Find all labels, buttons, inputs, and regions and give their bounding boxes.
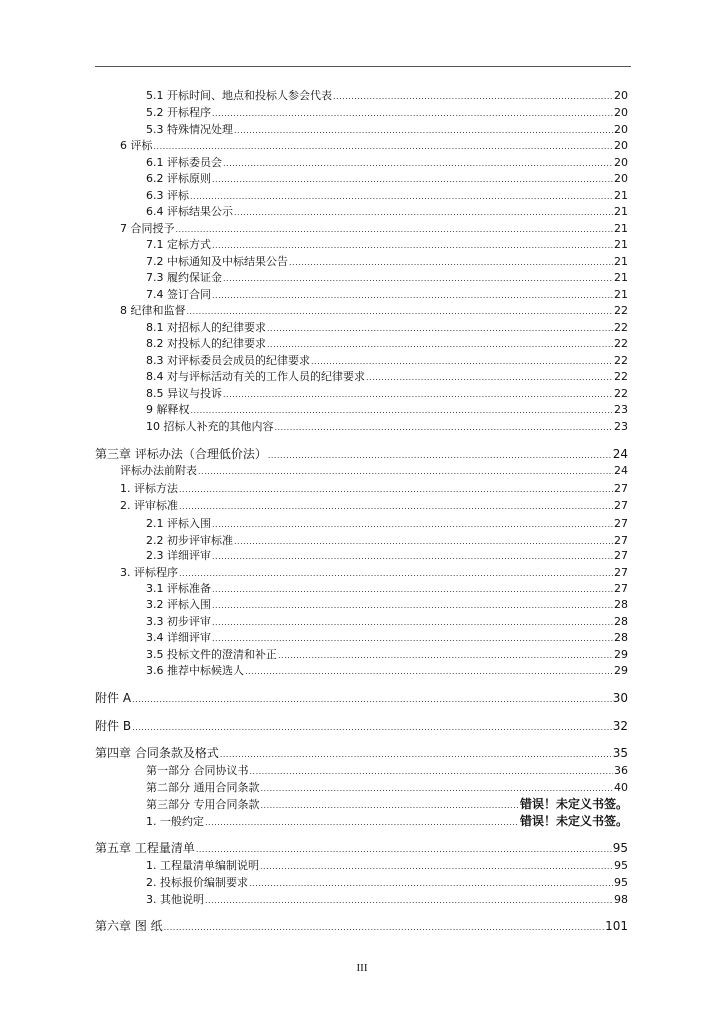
toc-entry-title: 2.1 评标入围 xyxy=(146,517,211,530)
toc-entry-page: 40 xyxy=(614,781,628,794)
toc-leader-dots xyxy=(268,448,612,464)
toc-chapter-entry[interactable] xyxy=(95,718,628,734)
toc-leader-dots xyxy=(212,517,613,533)
toc-entry-page: 95 xyxy=(612,841,628,855)
toc-entry-page: 24 xyxy=(614,464,628,477)
toc-leader-dots xyxy=(261,798,519,814)
toc-entry[interactable] xyxy=(146,188,628,204)
toc-entry-title: 8.4 对与评标活动有关的工作人员的纪律要求 xyxy=(146,370,365,383)
toc-entry-page: 20 xyxy=(614,106,628,119)
toc-entry-title: 7.2 中标通知及中标结果公告 xyxy=(146,255,288,268)
toc-entry-title: 6.2 评标原则 xyxy=(146,172,211,185)
toc-leader-dots xyxy=(250,764,614,780)
toc-leader-dots xyxy=(223,156,613,172)
toc-entry-title: 第一部分 合同协议书 xyxy=(146,764,249,777)
toc-entry-title: 5.3 特殊情况处理 xyxy=(146,123,233,136)
toc-entry[interactable] xyxy=(146,548,628,564)
toc-entry[interactable] xyxy=(146,614,628,630)
toc-leader-dots xyxy=(187,304,614,320)
toc-leader-dots xyxy=(249,876,613,892)
toc-entry[interactable] xyxy=(146,155,628,171)
toc-entry[interactable] xyxy=(120,221,628,237)
toc-entry-title: 第三部分 专用合同条款 xyxy=(146,798,260,811)
toc-chapter-entry[interactable] xyxy=(95,745,628,761)
toc-leader-dots xyxy=(154,139,614,155)
toc-entry[interactable] xyxy=(146,353,628,369)
toc-leader-dots xyxy=(179,566,613,582)
toc-leader-dots xyxy=(205,893,613,909)
toc-entry-page: 20 xyxy=(614,156,628,169)
toc-entry-title: 2.3 详细评审 xyxy=(146,549,211,562)
toc-entry[interactable] xyxy=(146,122,628,138)
toc-entry-title: 3. 其他说明 xyxy=(146,893,204,906)
toc-entry-page: 22 xyxy=(614,304,628,317)
toc-entry-page: 95 xyxy=(614,876,628,889)
toc-entry[interactable] xyxy=(120,463,628,479)
toc-entry-title: 3.3 初步评审 xyxy=(146,615,211,628)
toc-entry-title: 3.5 投标文件的澄清和补正 xyxy=(146,648,277,661)
page-number: III xyxy=(356,962,368,974)
toc-leader-dots xyxy=(164,920,604,936)
toc-leader-dots xyxy=(261,781,614,797)
toc-entry-page: 35 xyxy=(612,746,628,760)
toc-entry-page: 21 xyxy=(614,205,628,218)
toc-leader-dots xyxy=(205,815,519,831)
toc-leader-dots xyxy=(212,288,613,304)
toc-entry-title: 8.5 异议与投诉 xyxy=(146,387,222,400)
toc-entry[interactable] xyxy=(146,402,628,418)
toc-entry-page: 24 xyxy=(612,447,628,461)
toc-entry-page-error: 错误！未定义书签。 xyxy=(519,814,628,828)
toc-leader-dots xyxy=(223,271,613,287)
toc-entry-title: 9 解释权 xyxy=(146,403,190,416)
toc-entry-page: 21 xyxy=(614,288,628,301)
toc-entry[interactable] xyxy=(146,813,628,829)
toc-leader-dots xyxy=(176,222,614,238)
toc-entry[interactable] xyxy=(146,270,628,286)
toc-leader-dots xyxy=(267,337,613,353)
toc-entry-page: 20 xyxy=(614,172,628,185)
toc-entry-page: 20 xyxy=(614,123,628,136)
toc-entry-title: 6.1 评标委员会 xyxy=(146,156,222,169)
toc-chapter-entry[interactable] xyxy=(95,840,628,856)
toc-leader-dots xyxy=(190,189,613,205)
toc-entry[interactable] xyxy=(120,565,628,581)
toc-entry[interactable] xyxy=(146,369,628,385)
toc-leader-dots xyxy=(212,631,613,647)
toc-leader-dots xyxy=(220,747,612,763)
toc-leader-dots xyxy=(311,354,613,370)
toc-entry-page: 27 xyxy=(614,549,628,562)
toc-entry[interactable] xyxy=(146,630,628,646)
toc-leader-dots xyxy=(245,664,613,680)
toc-leader-dots xyxy=(275,420,614,436)
toc-leader-dots xyxy=(212,106,613,122)
toc-chapter-entry[interactable] xyxy=(95,446,628,462)
toc-entry[interactable] xyxy=(146,254,628,270)
toc-entry-title: 1. 评标方法 xyxy=(120,482,178,495)
toc-entry-page: 29 xyxy=(614,664,628,677)
toc-entry-page: 98 xyxy=(614,893,628,906)
toc-entry[interactable] xyxy=(146,763,628,779)
toc-entry[interactable] xyxy=(146,533,628,549)
toc-entry-page-error: 错误！未定义书签。 xyxy=(519,797,628,811)
toc-entry-page: 36 xyxy=(614,764,628,777)
toc-entry-title: 3.1 评标准备 xyxy=(146,582,211,595)
toc-entry[interactable] xyxy=(146,780,628,796)
toc-leader-dots xyxy=(198,464,613,480)
toc-entry-page: 22 xyxy=(614,370,628,383)
toc-entry-page: 95 xyxy=(614,859,628,872)
toc-leader-dots xyxy=(132,692,612,708)
toc-entry-title: 1. 一般约定 xyxy=(146,815,204,828)
toc-entry-page: 22 xyxy=(614,354,628,367)
toc-entry-title: 第五章 工程量清单 xyxy=(95,841,195,855)
toc-leader-dots xyxy=(196,842,612,858)
toc-entry-title: 5.2 开标程序 xyxy=(146,106,211,119)
toc-entry-title: 1. 工程量清单编制说明 xyxy=(146,859,259,872)
toc-leader-dots xyxy=(234,205,613,221)
toc-entry-page: 20 xyxy=(614,139,628,152)
toc-entry-title: 7.4 签订合同 xyxy=(146,288,211,301)
toc-entry[interactable] xyxy=(146,419,628,435)
toc-entry-page: 32 xyxy=(612,719,628,733)
toc-entry-title: 第四章 合同条款及格式 xyxy=(95,746,219,760)
toc-entry-page: 22 xyxy=(614,387,628,400)
toc-entry-page: 28 xyxy=(614,615,628,628)
toc-entry-title: 第二部分 通用合同条款 xyxy=(146,781,260,794)
toc-entry-page: 22 xyxy=(614,321,628,334)
toc-entry-page: 21 xyxy=(614,255,628,268)
toc-entry[interactable] xyxy=(146,105,628,121)
toc-entry[interactable] xyxy=(146,796,628,812)
toc-entry-title: 7.3 履约保证金 xyxy=(146,271,222,284)
toc-leader-dots xyxy=(212,582,613,598)
toc-entry-page: 23 xyxy=(614,420,628,433)
toc-entry[interactable] xyxy=(120,481,628,497)
toc-entry[interactable] xyxy=(146,892,628,908)
toc-entry-page: 27 xyxy=(614,582,628,595)
toc-chapter-entry[interactable] xyxy=(95,918,628,934)
toc-entry-title: 3. 评标程序 xyxy=(120,566,178,579)
toc-entry-page: 27 xyxy=(614,482,628,495)
toc-leader-dots xyxy=(212,598,613,614)
toc-entry-title: 10 招标人补充的其他内容 xyxy=(146,420,274,433)
toc-entry-page: 27 xyxy=(614,534,628,547)
toc-entry-page: 27 xyxy=(614,499,628,512)
toc-entry-title: 5.1 开标时间、地点和投标人参会代表 xyxy=(146,89,332,102)
toc-entry-page: 21 xyxy=(614,222,628,235)
toc-entry-page: 28 xyxy=(614,598,628,611)
toc-entry-title: 2. 投标报价编制要求 xyxy=(146,876,248,889)
toc-leader-dots xyxy=(267,321,613,337)
toc-entry-title: 3.2 评标入围 xyxy=(146,598,211,611)
toc-entry-title: 8.2 对投标人的纪律要求 xyxy=(146,337,266,350)
toc-entry-title: 3.6 推荐中标候选人 xyxy=(146,664,244,677)
toc-entry-title: 6.4 评标结果公示 xyxy=(146,205,233,218)
toc-entry-page: 101 xyxy=(605,919,628,933)
toc-leader-dots xyxy=(234,123,613,139)
toc-entry-page: 21 xyxy=(614,271,628,284)
toc-entry[interactable] xyxy=(120,303,628,319)
toc-entry[interactable] xyxy=(146,88,628,104)
toc-leader-dots xyxy=(132,720,612,736)
toc-entry-title: 6 评标 xyxy=(120,139,153,152)
toc-entry[interactable] xyxy=(120,498,628,514)
toc-entry[interactable] xyxy=(146,858,628,874)
toc-entry[interactable] xyxy=(146,287,628,303)
toc-leader-dots xyxy=(212,615,613,631)
toc-entry-title: 8.1 对招标人的纪律要求 xyxy=(146,321,266,334)
toc-entry[interactable] xyxy=(146,875,628,891)
toc-leader-dots xyxy=(179,482,613,498)
toc-entry-title: 7.1 定标方式 xyxy=(146,238,211,251)
toc-entry-title: 8 纪律和监督 xyxy=(120,304,186,317)
toc-leader-dots xyxy=(179,499,613,515)
toc-chapter-entry[interactable] xyxy=(95,690,628,706)
toc-entry-title: 8.3 对评标委员会成员的纪律要求 xyxy=(146,354,310,367)
toc-leader-dots xyxy=(212,238,613,254)
toc-leader-dots xyxy=(333,89,613,105)
toc-entry[interactable] xyxy=(146,237,628,253)
toc-entry-title: 第六章 图 纸 xyxy=(95,919,163,933)
toc-entry-page: 20 xyxy=(614,89,628,102)
toc-entry-page: 22 xyxy=(614,337,628,350)
toc-entry-page: 30 xyxy=(612,691,628,705)
toc-entry-title: 3.4 详细评审 xyxy=(146,631,211,644)
toc-entry[interactable] xyxy=(120,138,628,154)
toc-entry[interactable] xyxy=(146,320,628,336)
toc-leader-dots xyxy=(191,403,614,419)
toc-leader-dots xyxy=(260,859,613,875)
toc-entry-page: 27 xyxy=(614,566,628,579)
toc-entry[interactable] xyxy=(146,663,628,679)
toc-entry-title: 7 合同授予 xyxy=(120,222,175,235)
toc-entry-title: 2.2 初步评审标准 xyxy=(146,534,233,547)
toc-entry[interactable] xyxy=(146,647,628,663)
toc-entry-title: 附件 A xyxy=(95,691,132,705)
toc-leader-dots xyxy=(223,387,613,403)
toc-entry[interactable] xyxy=(146,581,628,597)
toc-entry-title: 6.3 评标 xyxy=(146,189,189,202)
toc-entry[interactable] xyxy=(146,204,628,220)
toc-leader-dots xyxy=(278,648,613,664)
toc-entry-title: 附件 B xyxy=(95,719,132,733)
toc-entry[interactable] xyxy=(146,171,628,187)
toc-entry-page: 29 xyxy=(614,648,628,661)
toc-entry[interactable] xyxy=(146,336,628,352)
toc-leader-dots xyxy=(366,370,613,386)
toc-entry[interactable] xyxy=(146,597,628,613)
toc-entry-page: 23 xyxy=(614,403,628,416)
toc-entry-title: 评标办法前附表 xyxy=(120,464,197,477)
toc-leader-dots xyxy=(289,255,613,271)
toc-entry-page: 21 xyxy=(614,189,628,202)
toc-entry-title: 2. 评审标准 xyxy=(120,499,178,512)
toc-entry-page: 28 xyxy=(614,631,628,644)
toc-entry[interactable] xyxy=(146,386,628,402)
toc-entry-title: 第三章 评标办法（合理低价法） xyxy=(95,447,267,461)
toc-leader-dots xyxy=(212,172,613,188)
toc-entry-page: 21 xyxy=(614,238,628,251)
toc-leader-dots xyxy=(212,549,613,565)
toc-entry[interactable] xyxy=(146,516,628,532)
toc-entry-page: 27 xyxy=(614,517,628,530)
